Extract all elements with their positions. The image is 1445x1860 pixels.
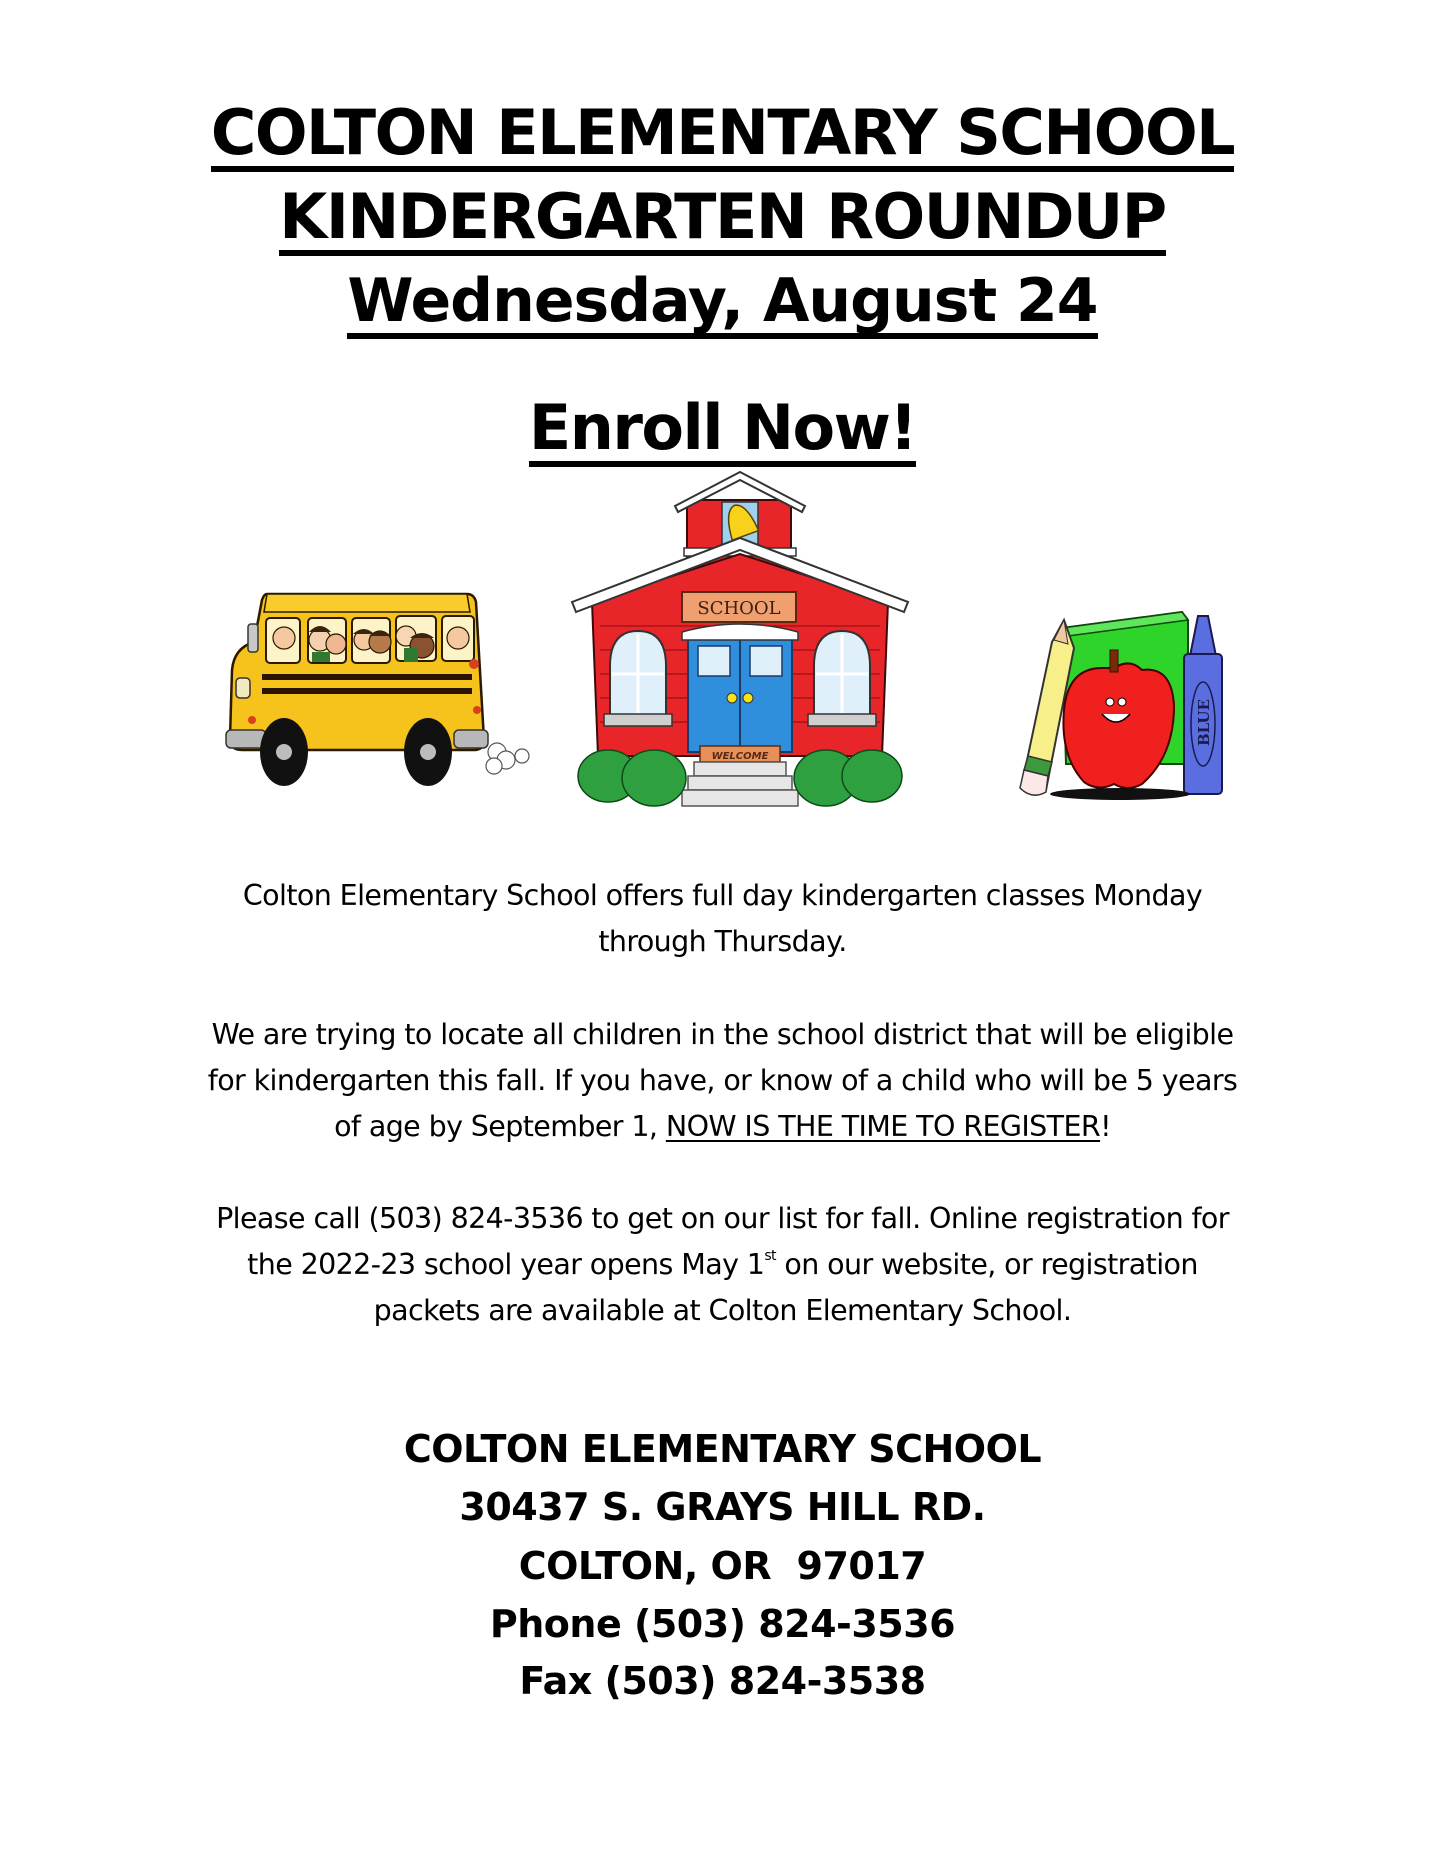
welcome-mat-text: WELCOME <box>711 751 769 762</box>
para2-line1: We are trying to locate all children in the school district that will be eligible <box>211 1018 1234 1051</box>
para3-line2-suffix: on our website, or registration <box>775 1248 1198 1281</box>
para3-line3: packets are available at Colton Elementary School. <box>373 1294 1072 1327</box>
school-bus-icon <box>226 594 529 786</box>
para3-line2 <box>0 1248 1445 1281</box>
contact-city-state-zip: COLTON, OR 97017 <box>518 1544 927 1588</box>
title-school-name: COLTON ELEMENTARY SCHOOL <box>211 102 1234 172</box>
para3-line1: Please call (503) 824-3536 to get on our list for fall. Online registration for <box>216 1202 1229 1235</box>
title-line-1 <box>0 96 1445 172</box>
para2-line3-prefix: of age by September 1, <box>334 1110 666 1143</box>
para2-line2: for kindergarten this fall. If you have, or know of a child who will be 5 years <box>207 1064 1238 1097</box>
contact-phone: Phone (503) 824-3536 <box>489 1602 956 1646</box>
para2-line3-suffix: ! <box>1100 1110 1111 1143</box>
title-line-2 <box>0 180 1445 256</box>
enroll-line <box>0 391 1445 467</box>
event-date-line <box>0 266 1445 339</box>
schoolhouse-icon <box>572 472 908 806</box>
para3-line2-prefix: the 2022-23 school year opens May 1 <box>247 1248 765 1281</box>
para1-line2: through Thursday. <box>598 925 847 958</box>
schoolhouse-illustration <box>570 466 910 810</box>
contact-school-name: COLTON ELEMENTARY SCHOOL <box>403 1427 1042 1471</box>
school-supplies-illustration <box>1002 606 1227 804</box>
contact-street: 30437 S. GRAYS HILL RD. <box>459 1485 986 1529</box>
para2-line3 <box>0 1110 1445 1143</box>
crayon-label-text: BLUE <box>1195 699 1213 746</box>
enroll-now-heading: Enroll Now! <box>529 397 916 467</box>
contact-fax: Fax (503) 824-3538 <box>519 1659 926 1703</box>
schoolhouse-sign-text: SCHOOL <box>697 598 781 619</box>
register-now-emphasis: NOW IS THE TIME TO REGISTER <box>665 1110 1101 1143</box>
event-date: Wednesday, August 24 <box>347 271 1097 339</box>
title-event: KINDERGARTEN ROUNDUP <box>279 186 1165 256</box>
school-supplies-icon <box>1020 612 1222 800</box>
school-bus-illustration <box>222 590 532 795</box>
para1-line1: Colton Elementary School offers full day kindergarten classes Monday <box>242 879 1203 912</box>
ordinal-suffix: st <box>764 1248 776 1264</box>
